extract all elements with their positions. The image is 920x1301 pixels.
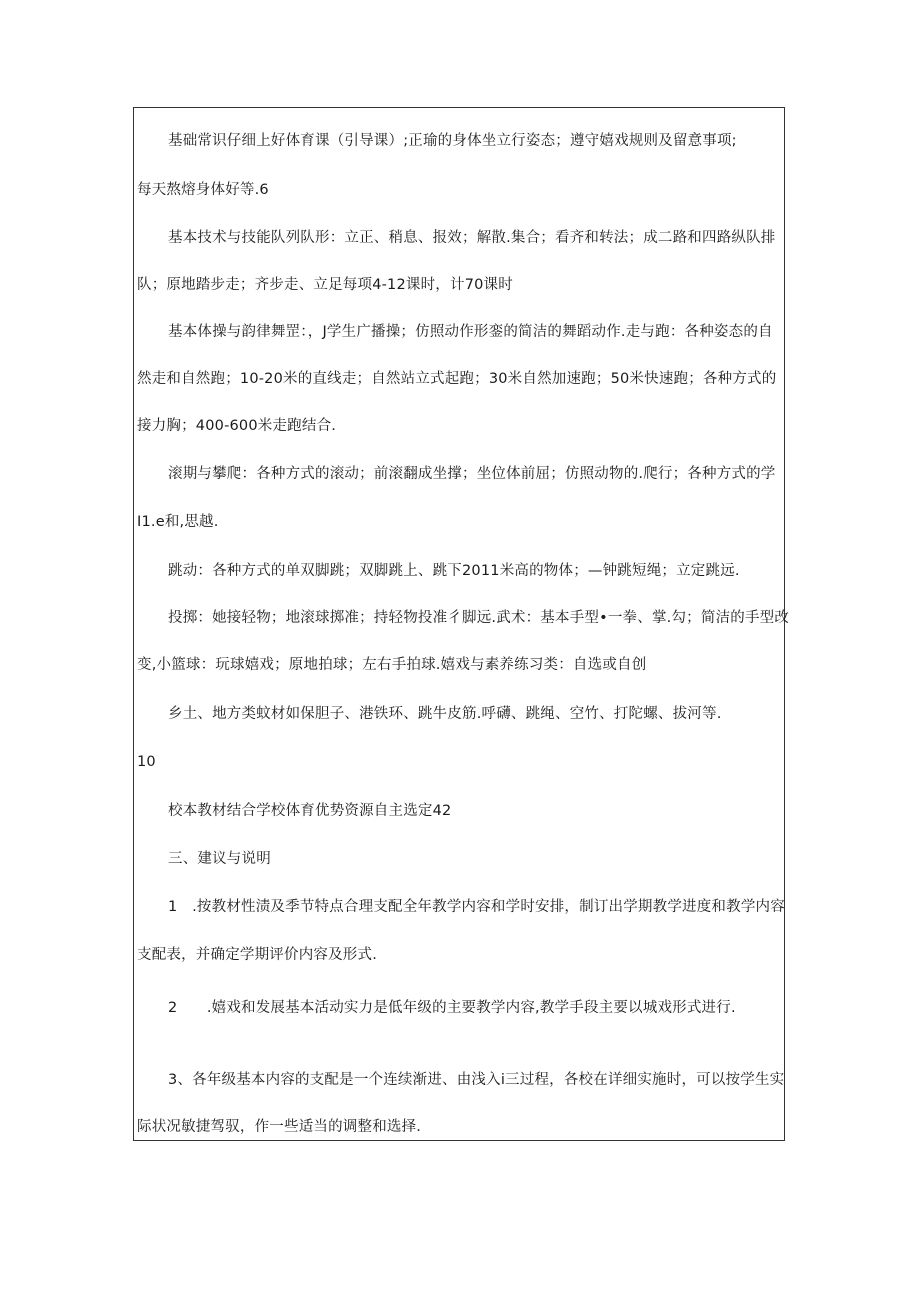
text-line: 支配表，并确定学期评价内容及形式. — [137, 947, 378, 963]
text-line: 校本教材结合学校体育优势资源自主选定42 — [168, 803, 452, 819]
text-line: 基本技术与技能队列队形：立正、稍息、报效；解散.集合；看齐和转法；成二路和四路纵队排 — [168, 230, 776, 246]
text-line: 1 .按教材性渍及季节特点合理支配全年教学内容和学时安排，制订出学期教学进度和教学内容 — [168, 899, 785, 915]
text-line: 基本体操与韵律舞罡：，J学生广播操；仿照动作形銮的简洁的舞蹈动作.走与跑：各种姿态的自 — [168, 324, 773, 340]
text-line: 队；原地踏步走；齐步走、立足每项4-12课时，计70课时 — [137, 277, 513, 293]
text-line: 乡土、地方类蚊材如保胆子、港铁环、跳牛皮筋.呼礴、跳绳、空竹、打陀螺、拔河等. — [168, 706, 722, 722]
text-line: 2 .嬉戏和发展基本活动实力是低年级的主要教学内容,教学手段主要以城戏形式进行. — [168, 1000, 736, 1016]
text-line: 10 — [137, 754, 156, 770]
text-line: I1.e和,思越. — [137, 514, 219, 530]
section-heading: 三、建议与说明 — [168, 851, 271, 867]
text-line: 基础常识仔细上好体育课（引导课）;正瑜的身体坐立行姿态；遵守嬉戏规则及留意事项; — [168, 133, 737, 149]
text-line: 滚期与攀爬：各种方式的滚动；前滚翻成坐撑；坐位体前屈；仿照动物的.爬行；各种方式的学 — [168, 466, 776, 482]
text-line: 变,小篮球：玩球嬉戏；原地拍球；左右手拍球.嬉戏与素养练习类：自选或自创 — [137, 657, 647, 673]
text-line: 接力胸；400-600米走跑结合. — [137, 418, 337, 434]
text-line: 际状况敏捷驾驭，作一些适当的调整和选择. — [137, 1119, 422, 1135]
text-line: 投掷：她接轻物；地滚球掷准；持轻物投准彳脚远.武术：基本手型•一拳、掌.勾；简洁的手型改 — [168, 610, 790, 626]
text-line: 3、各年级基本内容的支配是一个连续渐进、由浅入i三过程，各校在详细实施时，可以按学生实 — [168, 1072, 785, 1088]
text-line: 跳动：各种方式的单双脚跳；双脚跳上、跳下2011米高的物体；—钟跳短绳；立定跳远. — [168, 563, 740, 579]
text-line: 然走和自然跑；10-20米的直线走；自然站立式起跑；30米自然加速跑；50米快速跑；各种方式的 — [137, 371, 777, 387]
text-line: 每天熬熔身体好等.6 — [137, 182, 269, 198]
